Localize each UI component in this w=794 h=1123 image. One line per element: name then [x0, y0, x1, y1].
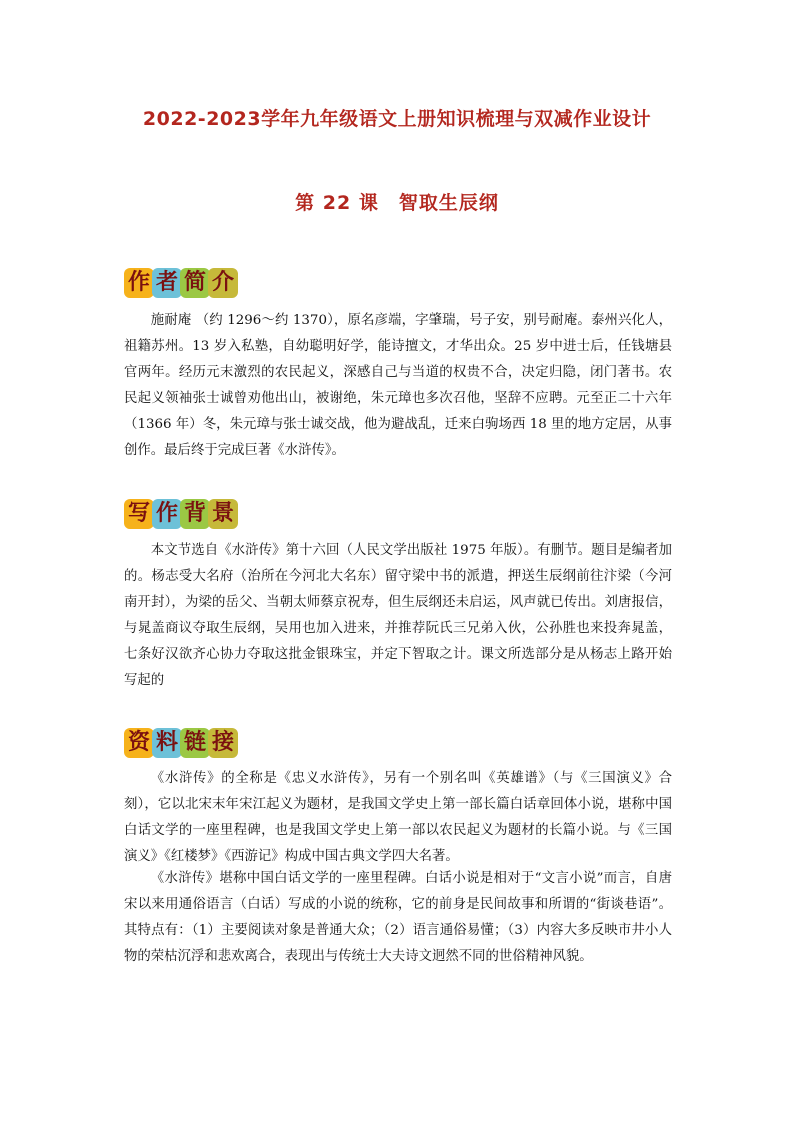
badge-char: 背 — [180, 499, 210, 529]
materials-paragraph-1: 《水浒传》的全称是《忠义水浒传》，另有一个别名叫《英雄谱》（与《三国演义》合刻），它以北宋末年宋江起义为题材，是我国文学史上第一部长篇白话章回体小说，堪称中国白话文学的一座里程碑，也是我国文学史上第一部以农民起义为题材的长篇小说。与《三国演义》《红楼梦》《西游记》构成中国古典文学四大名著。 — [124, 771, 672, 864]
badge-char: 作 — [124, 268, 154, 298]
badge-char: 介 — [208, 268, 238, 298]
section-badge-author — [124, 266, 236, 300]
badge-char: 接 — [208, 728, 238, 758]
document-title: 2022-2023学年九年级语文上册知识梳理与双减作业设计 — [142, 108, 652, 130]
materials-paragraph-2: 《水浒传》堪称中国白话文学的一座里程碑。白话小说是相对于“文言小说”而言，自唐宋以来用通俗语言（白话）写成的小说的统称，它的前身是民间故事和所谓的“街谈巷语”。其特点有：（1）主要阅读对象是普通大众；（2）语言通俗易懂；（3）内容大多反映市井小人物的荣枯沉浮和悲欢离合，表现出与传统士大夫诗文迥然不同的世俗精神风貌。 — [124, 871, 672, 964]
badge-char: 简 — [180, 268, 210, 298]
badge-char: 链 — [180, 728, 210, 758]
badge-char: 作 — [152, 499, 182, 529]
section-badge-background — [124, 497, 236, 531]
section-badge-materials — [124, 726, 236, 760]
author-intro-paragraph: 施耐庵 （约 1296～约 1370），原名彦端，字肇瑞，号子安，别号耐庵。泰州兴化人，祖籍苏州。13 岁入私塾，自幼聪明好学，能诗擅文，才华出众。25 岁中进士后，任钱塘县官两年。经历元末激烈的农民起义，深感自己与当道的权贵不合，决定归隐，闭门著书。农民起义领袖张士诚曾劝他出山，被谢绝，朱元璋也多次召他，坚辞不应聘。元至正二十六年（1366 年）冬，朱元璋与张士诚交战，他为避战乱，迁来白驹场西 18 里的地方定居，从事创作。最后终于完成巨著《水浒传》。 — [124, 313, 672, 458]
badge-char: 者 — [152, 268, 182, 298]
lesson-title: 第 22 课 智取生辰纲 — [295, 192, 499, 214]
badge-char: 景 — [208, 499, 238, 529]
background-paragraph: 本文节选自《水浒传》第十六回（人民文学出版社 1975 年版）。有删节。题目是编者加的。杨志受大名府（治所在今河北大名东）留守梁中书的派遣，押送生辰纲前往汴梁（今河南开封），为梁的岳父、当朝太师蔡京祝寿，但生辰纲还未启运，风声就已传出。刘唐报信，与晁盖商议夺取生辰纲，吴用也加入进来，并推荐阮氏三兄弟入伙，公孙胜也来投奔晁盖，七条好汉欲齐心协力夺取这批金银珠宝，并定下智取之计。课文所选部分是从杨志上路开始写起的 — [124, 543, 672, 688]
badge-char: 写 — [124, 499, 154, 529]
badge-char: 资 — [124, 728, 154, 758]
badge-char: 料 — [152, 728, 182, 758]
